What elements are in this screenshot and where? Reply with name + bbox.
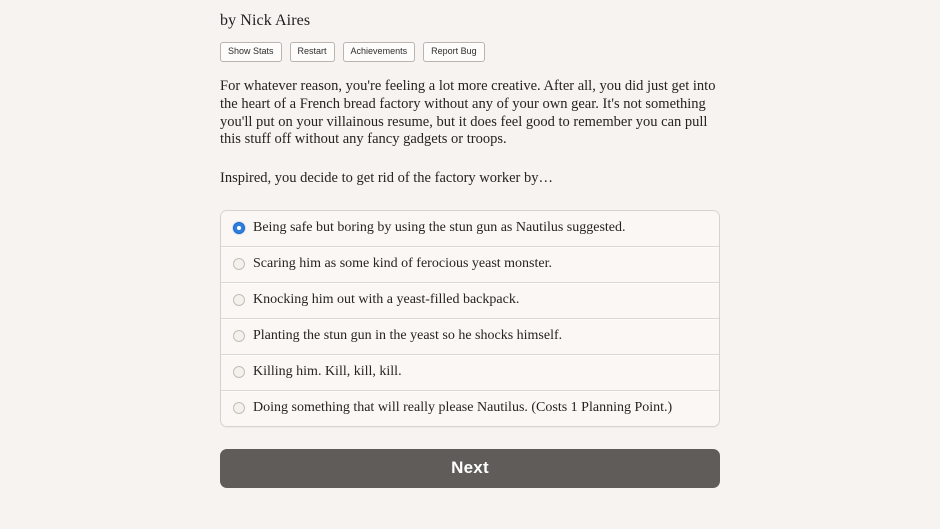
choice-option-1[interactable] — [221, 211, 719, 246]
next-button[interactable]: Next — [220, 449, 720, 488]
achievements-button[interactable]: Achievements — [343, 42, 416, 62]
choice-option-4[interactable] — [221, 318, 719, 354]
radio-icon-selected[interactable] — [233, 222, 245, 234]
radio-icon[interactable] — [233, 258, 245, 270]
author-byline: by Nick Aires — [220, 12, 311, 29]
choice-option-3[interactable] — [221, 282, 719, 318]
restart-button[interactable]: Restart — [290, 42, 335, 62]
choice-option-label: Doing something that will really please Nautilus. (Costs 1 Planning Point.) — [253, 399, 673, 415]
choice-option-label: Killing him. Kill, kill, kill. — [253, 363, 402, 379]
toolbar — [220, 42, 720, 62]
choice-prompt: Inspired, you decide to get rid of the factory worker by… — [220, 170, 553, 187]
radio-icon[interactable] — [233, 366, 245, 378]
choice-option-label: Knocking him out with a yeast-filled backpack. — [253, 291, 520, 307]
choice-option-5[interactable] — [221, 354, 719, 390]
radio-icon[interactable] — [233, 402, 245, 414]
show-stats-button[interactable]: Show Stats — [220, 42, 282, 62]
choice-option-6[interactable] — [221, 390, 719, 426]
radio-icon[interactable] — [233, 330, 245, 342]
content-column — [220, 0, 720, 488]
choice-list — [220, 210, 720, 427]
report-bug-button[interactable]: Report Bug — [423, 42, 485, 62]
radio-icon[interactable] — [233, 294, 245, 306]
choice-option-2[interactable] — [221, 246, 719, 282]
choice-option-label: Scaring him as some kind of ferocious yeast monster. — [253, 255, 552, 271]
story-paragraph: For whatever reason, you're feeling a lot more creative. After all, you did just get into the heart of a French bread factory without any of your own gear. It's not something you'll put on your villainous resume, but it does feel good to remember you can pull this stuff off without any fancy gadgets or troops. — [220, 78, 716, 148]
choice-option-label: Being safe but boring by using the stun gun as Nautilus suggested. — [253, 219, 626, 235]
choice-option-label: Planting the stun gun in the yeast so he shocks himself. — [253, 327, 563, 343]
